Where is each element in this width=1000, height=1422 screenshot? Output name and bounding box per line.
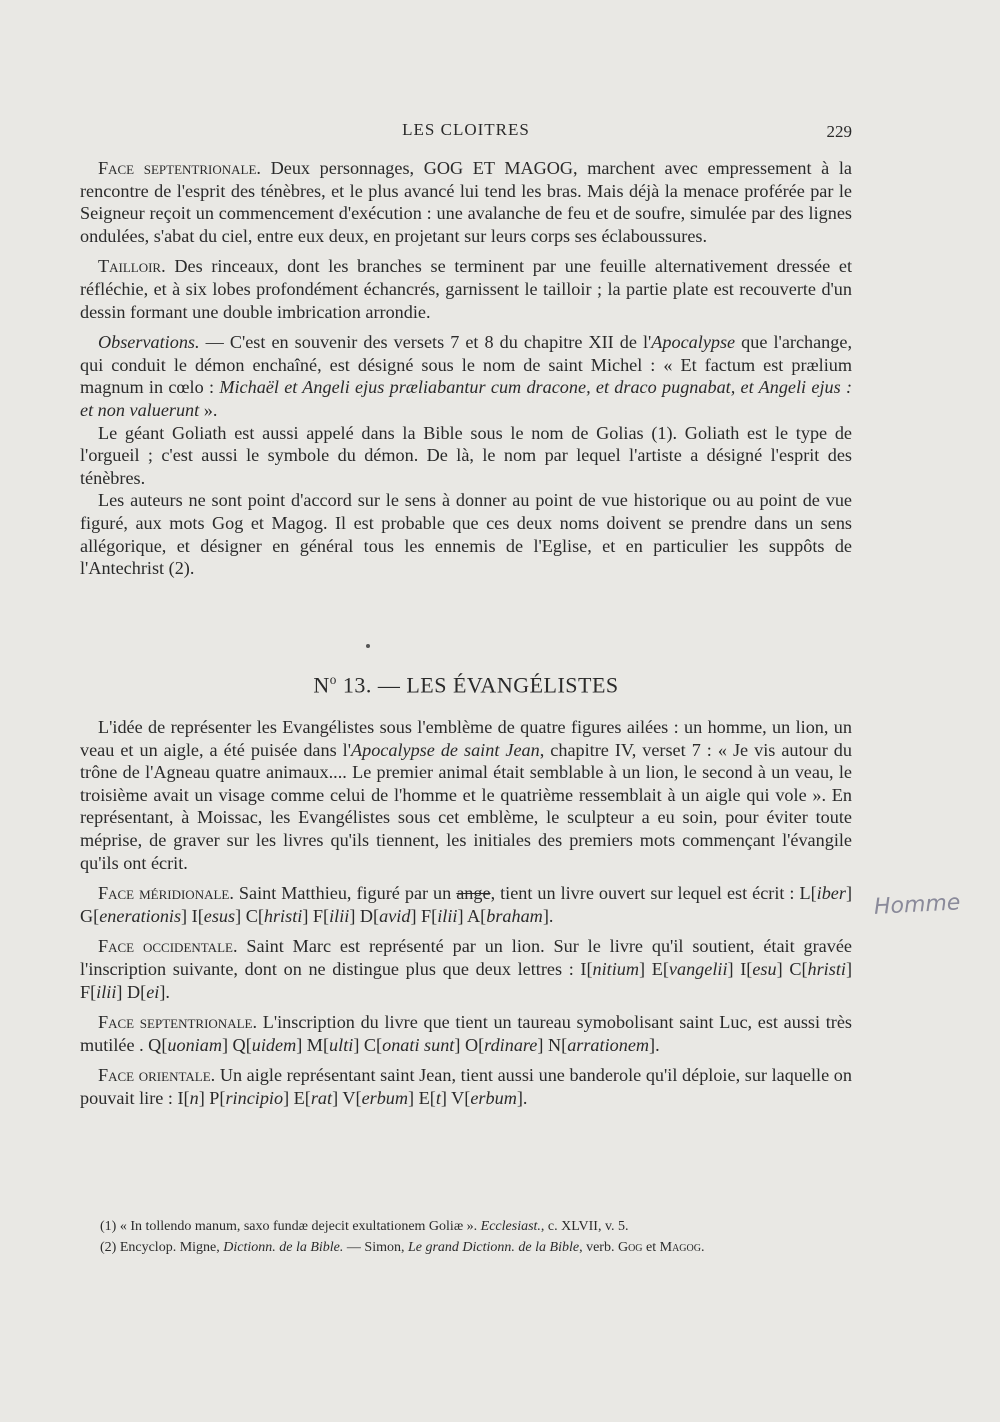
body-upper	[80, 157, 852, 588]
body-lower	[80, 716, 852, 1118]
paragraph-text: ] F[	[80, 958, 852, 1002]
ink-mark	[366, 644, 370, 648]
paragraph-text: ] N[	[537, 1034, 568, 1055]
paragraph-text: , tient un livre ouvert sur lequel est écrit : L[	[490, 883, 817, 904]
paragraph-text: ] M[	[296, 1034, 330, 1055]
footnotes	[100, 1216, 860, 1258]
paragraph-text: ] D[	[116, 981, 147, 1002]
paragraph-text: Des rinceaux, dont les branches se terminent par une feuille alternativement dressée et réfléchie, et à six lobes profondément échancrés, garnissent le tailloir ; la partie plate est recouverte d'un dessin formant une double imbrication arrondie.	[80, 256, 852, 322]
inscription-expansion: t	[435, 1087, 441, 1108]
paragraph-text: ].	[649, 1034, 660, 1055]
inscription-expansion: esu	[752, 958, 777, 979]
paragraph-text: ] D[	[349, 905, 380, 926]
paragraph-label: Face septentrionale.	[98, 158, 261, 178]
paragraph-text: Le géant Goliath est aussi appelé dans la Bible sous le nom de Golias (1). Goliath est le type de l'orgueil ; c'est aussi le symbole du démon. De là, le nom par lequel l'artiste a désigné l'esprit des ténèbres.	[80, 422, 852, 488]
inscription-expansion: rincipio	[225, 1087, 284, 1108]
footnote-text: (1) « In tollendo manum, saxo fundæ dejecit exultationem Goliæ ».	[100, 1219, 481, 1234]
paragraph-label: Face méridionale.	[98, 883, 234, 904]
footnote-term: Magog	[659, 1240, 701, 1255]
paragraph-text: ].	[159, 981, 170, 1002]
inscription-expansion: ilii	[329, 905, 350, 926]
paragraph-text: ].	[542, 905, 554, 926]
paragraph-text: ] V[	[332, 1087, 362, 1108]
inscription-expansion: braham	[486, 905, 543, 926]
running-title: LES CLOITRES	[402, 120, 530, 139]
paragraph-text: ] C[	[235, 905, 264, 926]
paragraph-goliath	[80, 422, 852, 490]
paragraph-face-septentrionale-luc	[80, 1011, 852, 1056]
paragraph-text: ].	[516, 1087, 528, 1108]
section-heading	[80, 672, 852, 698]
latin-quote: Michaël et Angeli ejus præliabantur cum dracone, et draco pugnabat, et Angeli ejus : et non valuerunt	[80, 377, 853, 420]
apocalypse-ref: Apocalypse	[651, 332, 736, 353]
inscription-expansion: arrationem	[567, 1034, 650, 1055]
paragraph-text: ] E[	[283, 1087, 311, 1108]
inscription-expansion: iber	[816, 883, 846, 904]
inscription-expansion: ilii	[96, 981, 117, 1002]
paragraph-text: Un aigle représentant saint Jean, tient aussi une banderole qu'il déploie, sur laquelle on pouvait lire : I[	[80, 1065, 852, 1108]
inscription-expansion: erbum	[361, 1087, 409, 1108]
inscription-expansion: rat	[310, 1087, 333, 1108]
running-head	[80, 120, 852, 144]
paragraph-label: Observations.	[98, 332, 200, 353]
paragraph-text: ] E[	[408, 1087, 436, 1108]
inscription-expansion: hristi	[807, 958, 846, 979]
inscription-expansion: enerationis	[99, 905, 182, 926]
footnote-1	[100, 1216, 860, 1237]
paragraph-observations	[80, 331, 852, 421]
paragraph-text: ».	[199, 399, 218, 420]
footnote-ref: Dictionn. de la Bible.	[223, 1240, 344, 1255]
inscription-expansion: vangelii	[668, 958, 728, 979]
footnote-text: — Simon,	[343, 1240, 408, 1255]
paragraph-face-occidentale	[80, 935, 852, 1003]
inscription-expansion: hristi	[263, 905, 303, 926]
heading-number-prefix: N	[313, 672, 330, 698]
paragraph-text: Saint Matthieu, figuré par un	[233, 883, 457, 904]
paragraph-text: ] E[	[639, 958, 669, 979]
inscription-expansion: ilii	[437, 905, 458, 926]
footnote-2	[100, 1237, 860, 1258]
paragraph-tailloir	[80, 255, 852, 323]
paragraph-text: ] I[	[727, 958, 753, 979]
heading-superscript: o	[329, 672, 337, 687]
footnote-ref: Le grand Dictionn. de la Bible	[407, 1240, 580, 1255]
inscription-expansion: uoniam	[167, 1034, 222, 1055]
inscription-expansion: ulti	[329, 1034, 354, 1055]
paragraph-text: ] P[	[198, 1087, 226, 1108]
paragraph-text: ] F[	[302, 905, 330, 926]
paragraph-text: ] A[	[457, 905, 487, 926]
footnote-ref: Ecclesiast.	[480, 1219, 541, 1234]
footnote-text: , verb.	[579, 1240, 618, 1255]
inscription-expansion: esus	[203, 905, 236, 926]
footnote-text: .	[700, 1240, 705, 1255]
paragraph-text: ] O[	[454, 1034, 485, 1055]
footnote-text: (2) Encyclop. Migne,	[100, 1240, 224, 1255]
paragraph-text: ] I[	[181, 905, 204, 926]
paragraph-text: Deux personnages, GOG ET MAGOG, marchent avec empressement à la rencontre de l'esprit des ténèbres, et le plus avancé lui tend les bras. Mais déjà la menace proférée par le Seigneur reçoit un commencement d'exécution : une avalanche de feu et de soufre, simulée par des lignes ondulées, s'abat du ciel, entre eux deux, en projetant sur leurs corps ses éclaboussures.	[80, 158, 852, 246]
inscription-expansion: onati sunt	[382, 1034, 455, 1055]
paragraph-face-orientale	[80, 1064, 852, 1109]
paragraph-text: que l'archange, qui conduit le démon enchaîné, est désigné sous le nom de saint Michel : « Et factum est prælium magnum in cœlo :	[80, 332, 852, 398]
paragraph-evangelistes-intro	[80, 716, 852, 874]
paragraph-text: ] Q[	[221, 1034, 252, 1055]
paragraph-label: Face occidentale.	[98, 936, 238, 957]
footnote-term: Gog	[617, 1240, 643, 1255]
paragraph-gog-magog	[80, 489, 852, 579]
paragraph-face-septentrionale	[80, 157, 852, 247]
inscription-expansion: ei	[146, 981, 160, 1002]
inscription-expansion: avid	[379, 905, 411, 926]
inscription-expansion: rdinare	[484, 1034, 538, 1055]
paragraph-label: Face septentrionale.	[98, 1012, 258, 1033]
handwritten-margin-note: Homme	[873, 890, 962, 920]
paragraph-text: ] C[	[353, 1034, 383, 1055]
paragraph-text: , chapitre IV, verset 7 : « Je vis autour du trône de l'Agneau quatre animaux.... Le premier animal était semblable à un lion, le second à un veau, le troisième avait un visage comme celui de l'homme et le quatrième ressemblait à un aigle qui vole ». En représentant, à Moissac, les Evangélistes sous cet emblème, le sculpteur a eu soin, pour éviter toute méprise, de graver sur les livres qu'ils tiennent, les initiales des premiers mots commençant l'évangile qu'ils ont écrit.	[80, 739, 852, 873]
inscription-expansion: uidem	[251, 1034, 297, 1055]
inscription-expansion: nitium	[592, 958, 640, 979]
paragraph-face-meridionale	[80, 882, 852, 927]
paragraph-label: Face orientale.	[98, 1065, 216, 1086]
struck-word: ange	[456, 883, 491, 904]
footnote-text: et	[642, 1240, 660, 1255]
footnote-text: , c. XLVII, v. 5.	[540, 1219, 629, 1234]
paragraph-text: ] V[	[440, 1087, 471, 1108]
paragraph-text: L'idée de représenter les Evangélistes sous l'emblème de quatre figures ailées : un homme, un lion, un veau et un aigle, a été puisée dans l'	[80, 717, 852, 760]
paragraph-text: — C'est en souvenir des versets 7 et 8 du chapitre XII de l'	[199, 332, 652, 353]
inscription-expansion: erbum	[470, 1087, 517, 1108]
paragraph-text: ] C[	[776, 958, 808, 979]
paragraph-label: Tailloir.	[98, 256, 166, 277]
paragraph-text: ] F[	[410, 905, 438, 926]
apocalypse-ref: Apocalypse de saint Jean	[351, 739, 540, 760]
paragraph-text: Saint Marc est représenté par un lion. Sur le livre qu'il soutient, était gravée l'inscription suivante, dont on ne distingue plus que deux lettres : I[	[80, 936, 852, 979]
inscription-expansion: n	[189, 1087, 199, 1108]
page-number: 229	[826, 122, 852, 141]
paragraph-text: L'inscription du livre que tient un taureau symobolisant saint Luc, est aussi très mutilée . Q[	[80, 1012, 852, 1055]
paragraph-text: ] G[	[80, 883, 853, 926]
heading-text: 13. — LES ÉVANGÉLISTES	[336, 672, 619, 698]
paragraph-text: Les auteurs ne sont point d'accord sur le sens à donner au point de vue historique ou au point de vue figuré, aux mots Gog et Magog. Il est probable que ces deux noms doivent se prendre dans un sens allégorique, et désigner en général tous les ennemis de l'Eglise, et en particulier les suppôts de l'Antechrist (2).	[80, 490, 852, 579]
